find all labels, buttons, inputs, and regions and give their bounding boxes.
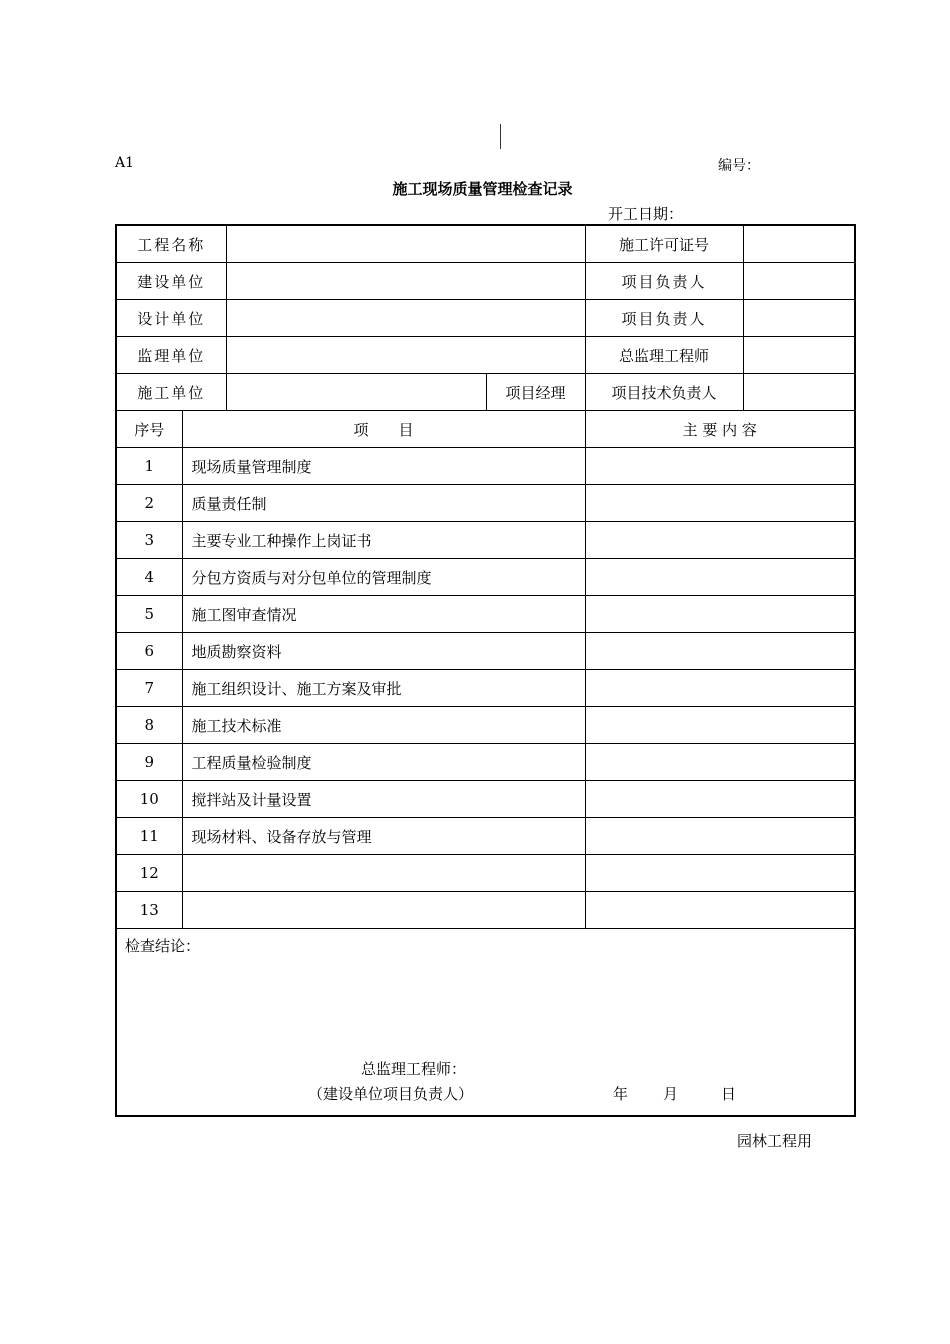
day-label: 日: [721, 1085, 737, 1103]
info-row-owner: [116, 263, 855, 300]
table-row: [116, 744, 855, 781]
item-number: 13: [116, 892, 182, 929]
owner-rep-signature-label: （建设单位项目负责人）: [308, 1085, 474, 1103]
footer-note: 园林工程用: [737, 1132, 813, 1150]
owner-manager-field[interactable]: [743, 263, 855, 300]
owner-unit-field[interactable]: [226, 263, 585, 300]
project-manager-label: 项目经理: [486, 374, 585, 411]
month-label: 月: [663, 1085, 679, 1103]
start-date-label: 开工日期：: [608, 205, 684, 223]
owner-manager-label: 项目负责人: [585, 263, 743, 300]
design-manager-label: 项目负责人: [585, 300, 743, 337]
table-row: [116, 485, 855, 522]
item-content-field[interactable]: [585, 448, 855, 485]
item-name: 搅拌站及计量设置: [182, 781, 585, 818]
table-row: [116, 855, 855, 892]
item-name: 质量责任制: [182, 485, 585, 522]
table-row: [116, 633, 855, 670]
item-content-field[interactable]: [585, 744, 855, 781]
construction-unit-label: 施工单位: [116, 374, 226, 411]
item-content-field[interactable]: [585, 892, 855, 929]
table-row: [116, 448, 855, 485]
design-unit-label: 设计单位: [116, 300, 226, 337]
item-number: 3: [116, 522, 182, 559]
item-name: 施工组织设计、施工方案及审批: [182, 670, 585, 707]
year-label: 年: [613, 1085, 629, 1103]
document-code: A1: [115, 155, 135, 171]
chief-supervisor-field[interactable]: [743, 337, 855, 374]
item-content-field[interactable]: [585, 670, 855, 707]
tech-manager-label: 项目技术负责人: [585, 374, 743, 411]
document-number-label: 编号：: [718, 158, 760, 174]
item-name: [182, 892, 585, 929]
items-header-row: [116, 411, 855, 448]
item-name: 施工技术标准: [182, 707, 585, 744]
item-number: 9: [116, 744, 182, 781]
chief-supervisor-label-cell: 总监理工程师: [585, 337, 743, 374]
item-number: 4: [116, 559, 182, 596]
item-number: 2: [116, 485, 182, 522]
item-name: 施工图审查情况: [182, 596, 585, 633]
item-name: 工程质量检验制度: [182, 744, 585, 781]
item-column-header: 项 目: [182, 411, 585, 448]
design-unit-field[interactable]: [226, 300, 585, 337]
item-content-field[interactable]: [585, 522, 855, 559]
construction-unit-field[interactable]: [226, 374, 486, 411]
info-row-design: [116, 300, 855, 337]
item-content-field[interactable]: [585, 781, 855, 818]
table-row: [116, 559, 855, 596]
seq-column-header: 序号: [116, 411, 182, 448]
item-content-field[interactable]: [585, 818, 855, 855]
owner-unit-label: 建设单位: [116, 263, 226, 300]
item-number: 7: [116, 670, 182, 707]
supervision-unit-label: 监理单位: [116, 337, 226, 374]
project-name-label: 工程名称: [116, 225, 226, 263]
item-number: 1: [116, 448, 182, 485]
item-number: 11: [116, 818, 182, 855]
item-name: 地质勘察资料: [182, 633, 585, 670]
item-number: 8: [116, 707, 182, 744]
item-content-field[interactable]: [585, 485, 855, 522]
item-number: 5: [116, 596, 182, 633]
item-name: [182, 855, 585, 892]
permit-no-label: 施工许可证号: [585, 225, 743, 263]
item-name: 分包方资质与对分包单位的管理制度: [182, 559, 585, 596]
tech-manager-field[interactable]: [743, 374, 855, 411]
table-row: [116, 818, 855, 855]
supervision-unit-field[interactable]: [226, 337, 585, 374]
table-row: [116, 707, 855, 744]
item-name: 主要专业工种操作上岗证书: [182, 522, 585, 559]
table-row: [116, 781, 855, 818]
table-row: [116, 596, 855, 633]
item-content-field[interactable]: [585, 707, 855, 744]
item-name: 现场材料、设备存放与管理: [182, 818, 585, 855]
conclusion-label: 检查结论：: [125, 937, 201, 955]
item-content-field[interactable]: [585, 855, 855, 892]
chief-supervisor-signature-label: 总监理工程师：: [361, 1060, 467, 1078]
info-row-construction: [116, 374, 855, 411]
info-row-project: [116, 225, 855, 263]
project-name-field[interactable]: [226, 225, 585, 263]
item-name: 现场质量管理制度: [182, 448, 585, 485]
content-column-header: 主 要 内 容: [585, 411, 855, 448]
table-row: [116, 892, 855, 929]
document-title: 施工现场质量管理检查记录: [392, 180, 573, 198]
table-row: [116, 670, 855, 707]
item-number: 10: [116, 781, 182, 818]
conclusion-row: [116, 929, 855, 1117]
item-content-field[interactable]: [585, 559, 855, 596]
item-content-field[interactable]: [585, 596, 855, 633]
quality-inspection-form: [115, 224, 856, 1117]
item-content-field[interactable]: [585, 633, 855, 670]
item-number: 12: [116, 855, 182, 892]
item-number: 6: [116, 633, 182, 670]
table-row: [116, 522, 855, 559]
text-cursor: [500, 124, 501, 149]
info-row-supervision: [116, 337, 855, 374]
conclusion-cell[interactable]: [116, 929, 855, 1117]
design-manager-field[interactable]: [743, 300, 855, 337]
permit-no-field[interactable]: [743, 225, 855, 263]
